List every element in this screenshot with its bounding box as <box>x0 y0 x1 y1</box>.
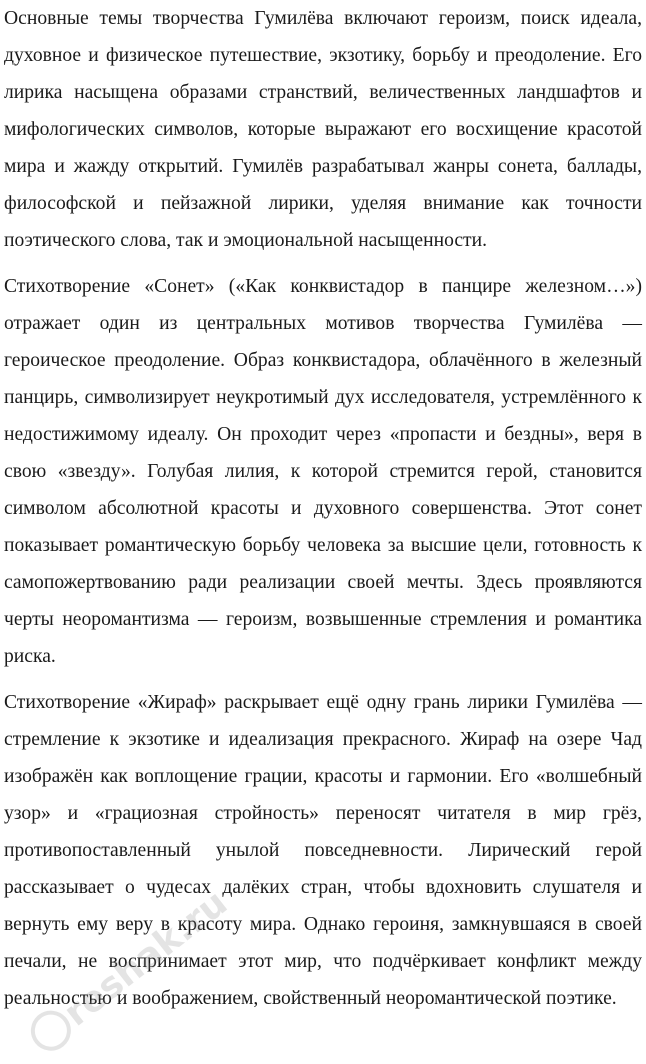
document-body <box>4 0 642 1026</box>
paragraph-sonnet: Стихотворение «Сонет» («Как конквистадор в панцире железном…») отражает один из центральных мотивов творчества Гумилёва — героическое преодоление. Образ конквистадора, облачённого в железный панцирь, символизирует неукротимый дух исследователя, устремлённого к недостижимому идеалу. Он проходит через «пропасти и бездны», веря в свою «звезду». Голубая лилия, к которой стремится герой, становится символом абсолютной красоты и духовного совершенства. Этот сонет показывает романтическую борьбу человека за высшие цели, готовность к самопожертвованию ради реализации своей мечты. Здесь проявляются черты неоромантизма — героизм, возвышенные стремления и романтика риска. <box>4 276 642 667</box>
paragraph-themes: Основные темы творчества Гумилёва включают героизм, поиск идеала, духовное и физическое путешествие, экзотику, борьбу и преодоление. Его лирика насыщена образами странствий, величественных ландшафтов и мифологических символов, которые выражают его восхищение красотой мира и жажду открытий. Гумилёв разрабатывал жанры сонета, баллады, философской и пейзажной лирики, уделяя внимание как точности поэтического слова, так и эмоциональной насыщенности. <box>4 8 642 251</box>
paragraph-giraffe: Стихотворение «Жираф» раскрывает ещё одну грань лирики Гумилёва — стремление к экзотике и идеализация прекрасного. Жираф на озере Чад изображён как воплощение грации, красоты и гармонии. Его «волшебный узор» и «грациозная стройность» переносят читателя в мир грёз, противопоставленный унылой повседневности. Лирический герой рассказывает о чудесах далёких стран, чтобы вдохновить слушателя и вернуть ему веру в красоту мира. Однако героиня, замкнувшаяся в своей печали, не воспринимает этот мир, что подчёркивает конфликт между реальностью и воображением, свойственный неоромантической поэтике. <box>4 692 642 1009</box>
watermark-text: reshak.ru <box>56 882 236 1035</box>
